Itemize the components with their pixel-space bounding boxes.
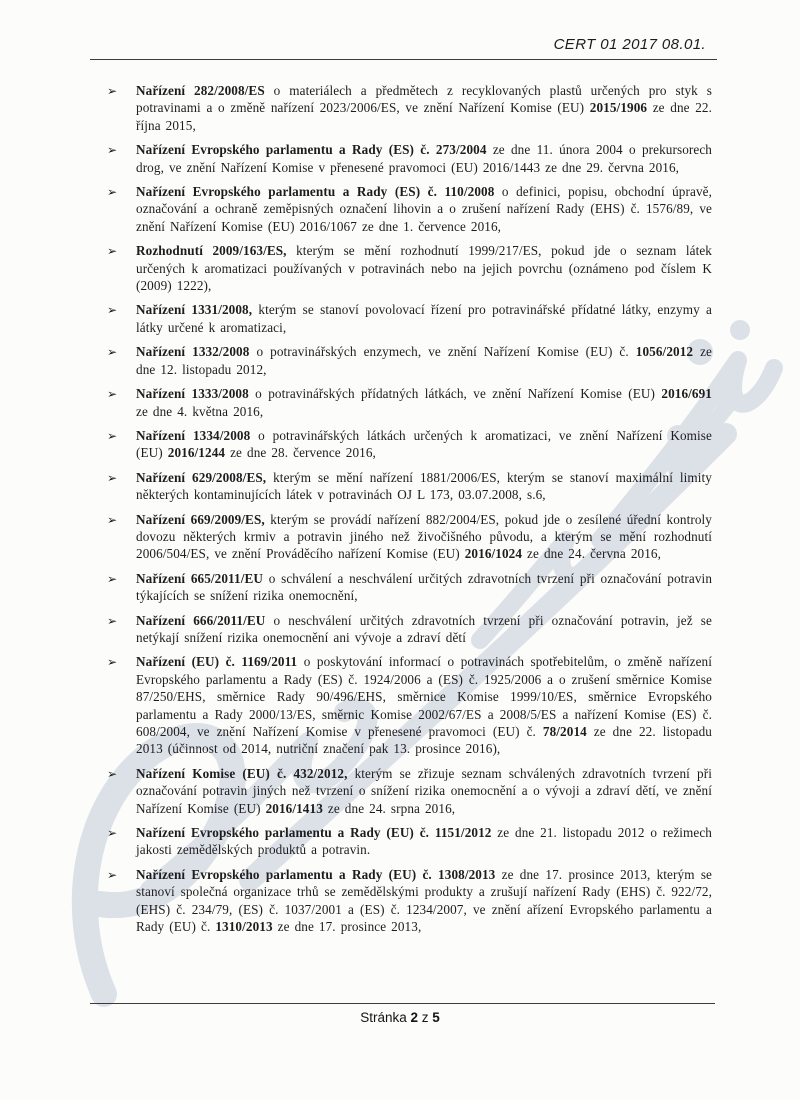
regulation-text [136,243,712,293]
text-segment: kterým se provádí nařízení 882/2004/ES, pokud jde o zesílené úřední kontroly dovozu některých krmiv a potravin jiného než živočišného původu, a kterým se mění rozhodnutí 2006/504/ES, ve znění Prováděcího nařízení Komise (EU) [136,511,712,562]
regulation-text [136,512,712,562]
page-number [0,1010,800,1025]
text-segment: kterým se stanoví povolovací řízení pro potravinářské přídatné látky, enzymy a látky určené k aromatizaci, [136,302,712,335]
text-segment: 2016/1024 [464,546,523,562]
text-segment: Nařízení 1331/2008, [136,302,253,318]
regulation-list [100,82,712,942]
arrow-bullet-icon: ➢ [107,571,118,586]
arrow-bullet-icon: ➢ [107,428,118,443]
regulation-text [136,613,712,645]
regulation-text [136,83,712,133]
text-segment: 2016/691 [661,386,712,402]
arrow-bullet-icon: ➢ [107,470,118,485]
text-segment: o definici, popisu, obchodní úpravě, označování a ochraně zeměpisných označení lihovin a o zrušení nařízení Rady (EHS) č. 1576/89, ve znění Nařízení Komise (EU) 2016/1067 ze dne 1. července 2016, [136,184,712,234]
text-segment: kterým se zřizuje seznam schválených zdravotních tvrzení při označování potravin jiných než tvrzení o snížení rizika onemocnění a o vývoji a zdraví dětí, ve znění Nařízení Komise (EU) [136,765,712,816]
regulation-text [136,867,712,934]
text-segment: Nařízení Evropského parlamentu a Rady (ES) č. 273/2004 [136,142,487,158]
arrow-bullet-icon: ➢ [107,387,118,402]
list-item [100,141,712,176]
text-segment: Nařízení Evropského parlamentu a Rady (EU) č. 1151/2012 [136,825,492,841]
arrow-bullet-icon: ➢ [107,185,118,200]
list-item [100,511,712,563]
page-footer [0,1003,800,1025]
text-segment: 78/2014 [542,724,587,739]
text-segment: ze dne 21. listopadu 2012 o režimech jakosti zemědělských produktů a potravin. [136,825,712,858]
arrow-bullet-icon: ➢ [107,613,118,628]
text-segment: Nařízení 669/2009/ES, [136,511,265,527]
text-segment: 2015/1906 [589,100,648,116]
text-segment: 1056/2012 [635,344,694,360]
regulation-text [136,428,712,460]
text-segment: z [418,1010,433,1025]
regulation-text [136,344,712,376]
text-segment: 2016/1244 [167,445,226,461]
regulation-text [136,825,712,857]
regulation-text [136,142,712,174]
text-segment: ze dne 17. prosince 2013, kterým se stanoví společná organizace trhů se zemědělskými produkty a zrušují nařízení Rady (EHS) č. 922/72, (EHS) č. 234/79, (ES) č. 1037/2001 a (ES) č. 1234/2007, ve znění ařízení Evropského parlamentu a Rady (EU) č. [136,866,712,935]
list-item [100,765,712,817]
document-code: CERT 01 2017 08.01. [553,36,706,53]
arrow-bullet-icon: ➢ [107,244,118,259]
arrow-bullet-icon: ➢ [107,143,118,158]
regulation-text [136,766,712,816]
list-item [100,612,712,647]
arrow-bullet-icon: ➢ [107,867,118,882]
arrow-bullet-icon: ➢ [107,345,118,360]
text-segment: 5 [432,1010,440,1025]
text-segment: Nařízení 282/2008/ES [136,83,265,98]
arrow-bullet-icon: ➢ [107,512,118,527]
list-item [100,183,712,235]
text-segment: o potravinářských přídatných látkách, ve znění Nařízení Komise (EU) [248,386,662,402]
text-segment: Nařízení 665/2011/EU [136,570,264,586]
text-segment: Nařízení 1333/2008 [136,386,249,402]
regulation-text [136,654,712,756]
list-item [100,343,712,378]
text-segment: o potravinářských látkách určených k aromatizaci, ve znění Nařízení Komise (EU) [136,427,712,461]
text-segment: Rozhodnutí 2009/163/ES, [136,243,287,259]
list-item [100,866,712,936]
list-item [100,427,712,462]
text-segment: ze dne 22. listopadu 2013 (účinnost od 2014, nutriční značení pak 13. prosince 2016), [136,724,712,757]
text-segment: o materiálech a předmětech z recyklovaných plastů určených pro styk s potravinami a o změně nařízení 2023/2006/ES, ve znění Nařízení Komise (EU) [136,83,712,116]
list-item [100,824,712,859]
regulation-text [136,571,712,603]
text-segment: 1310/2013 [215,919,273,935]
text-segment: o potravinářských enzymech, ve znění Nařízení Komise (EU) č. [249,344,636,360]
regulation-text [136,184,712,234]
arrow-bullet-icon: ➢ [107,766,118,781]
text-segment: o poskytování informací o potravinách spotřebitelům, o změně nařízení Evropského parlamentu a Rady (ES) č. 1924/2006 a (ES) č. 1925/2006 a o zrušení směrnice Komise 87/250/EHS, směrnice Rady 90/496/EHS, směrnice Komise 1999/10/ES, směrnice Evropského parlamentu a Rady 2000/13/ES, směrnic Komise 2002/67/ES a 2008/5/ES a nařízení Komise (ES) č. 608/2004, ve znění Nařízení Komise v přenesené pravomoci (EU) č. [136,654,712,739]
footer-rule [90,1003,715,1004]
list-item [100,385,712,420]
text-segment: Nařízení (EU) č. 1169/2011 [136,654,298,670]
arrow-bullet-icon: ➢ [107,655,118,670]
regulation-text [136,302,712,334]
text-segment: Nařízení 1334/2008 [136,427,251,443]
text-segment: ze dne 17. prosince 2013, [272,919,422,935]
text-segment: Nařízení 629/2008/ES, [136,469,267,485]
text-segment: ze dne 24. srpna 2016, [322,800,456,816]
regulation-text [136,386,712,418]
text-segment: Nařízení Evropského parlamentu a Rady (ES) č. 110/2008 [136,184,495,200]
text-segment: ze dne 11. února 2004 o prekursorech drog, ve znění Nařízení Komise v přenesené pravomoci (EU) 2016/1443 ze dne 29. června 2016, [136,142,712,175]
list-item [100,653,712,757]
text-segment: 2 [410,1010,418,1025]
text-segment: o schválení a neschválení určitých zdravotních tvrzení při označování potravin týkajících se snížení rizika onemocnění, [136,570,713,604]
text-segment: ze dne 24. června 2016, [522,546,661,562]
text-segment: kterým se mění nařízení 1881/2006/ES, kterým se stanoví maximální limity některých kontaminujících látek v potravinách OJ L 173, 03.07.2008, s.6, [136,469,712,503]
list-item [100,301,712,336]
text-segment: Nařízení 666/2011/EU [136,612,266,628]
list-item [100,570,712,605]
text-segment: ze dne 28. července 2016, [225,445,376,461]
text-segment: Nařízení 1332/2008 [136,344,250,360]
arrow-bullet-icon: ➢ [107,303,118,318]
text-segment: ze dne 4. května 2016, [136,403,264,419]
text-segment: ze dne 12. listopadu 2012, [136,344,713,377]
text-segment: ze dne 22. října 2015, [136,100,712,133]
regulation-text [136,470,712,502]
header-rule [90,59,717,60]
text-segment: Stránka [360,1010,411,1025]
list-item [100,469,712,504]
text-segment: Nařízení Evropského parlamentu a Rady (EU) č. 1308/2013 [136,866,496,882]
arrow-bullet-icon: ➢ [107,826,118,841]
list-item [100,82,712,134]
text-segment: Nařízení Komise (EU) č. 432/2012, [136,765,348,781]
text-segment: kterým se mění rozhodnutí 1999/217/ES, pokud jde o seznam látek určených k aromatizaci používaných v potravinách nebo na jejich povrchu (oznámeno pod číslem K (2009) 1222), [136,243,712,294]
text-segment: o neschválení určitých zdravotních tvrzení při označování potravin, jež se netýkají snížení rizika onemocnění ani vývoje a zdraví dětí [136,612,712,645]
list-item [100,242,712,294]
text-segment: 2016/1413 [265,800,323,816]
arrow-bullet-icon: ➢ [107,84,118,98]
